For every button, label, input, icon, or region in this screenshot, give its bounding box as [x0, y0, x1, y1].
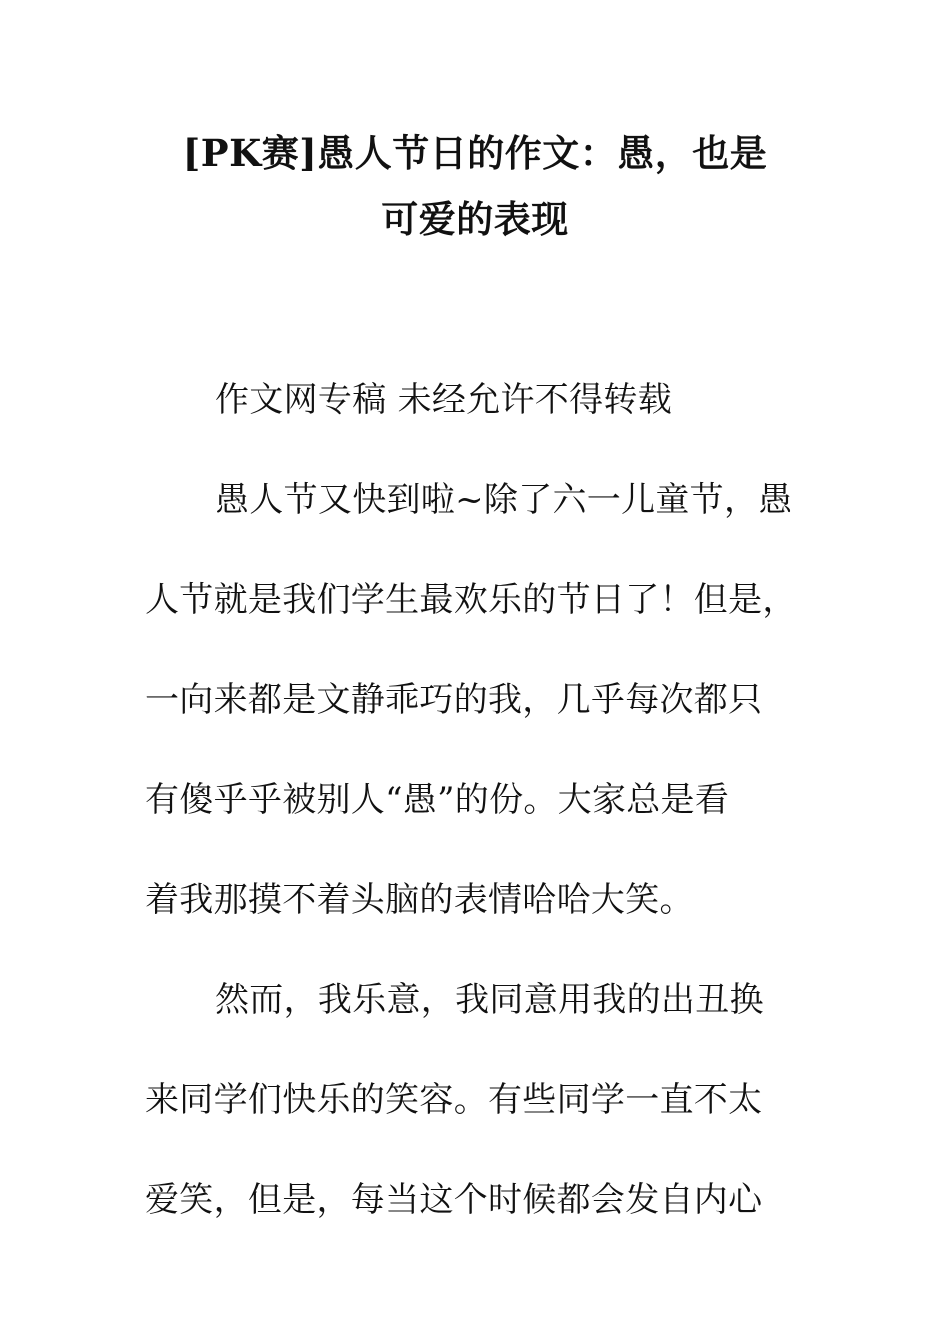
title-line-2: 可爱的表现 — [381, 197, 569, 241]
paragraph-line: 一向来都是文静乖巧的我，几乎每次都只 — [145, 680, 763, 720]
copyright-notice: 作文网专稿 未经允许不得转载 — [215, 380, 673, 420]
paragraph-line: 着我那摸不着头脑的表情哈哈大笑。 — [145, 880, 694, 920]
document-title — [150, 120, 800, 252]
paragraph-line: 有傻乎乎被别人“愚”的份。大家总是看 — [145, 780, 730, 820]
title-line-1: [PK赛]愚人节日的作文：愚，也是 — [182, 131, 768, 175]
paragraph-line: 爱笑，但是，每当这个时候都会发自内心 — [145, 1180, 763, 1220]
paragraph-line: 人节就是我们学生最欢乐的节日了！但是， — [145, 580, 797, 620]
paragraph-line: 来同学们快乐的笑容。有些同学一直不太 — [145, 1080, 763, 1120]
paragraph-line: 然而，我乐意，我同意用我的出丑换 — [215, 980, 764, 1020]
paragraph-line: 愚人节又快到啦~除了六一儿童节，愚 — [215, 480, 793, 520]
